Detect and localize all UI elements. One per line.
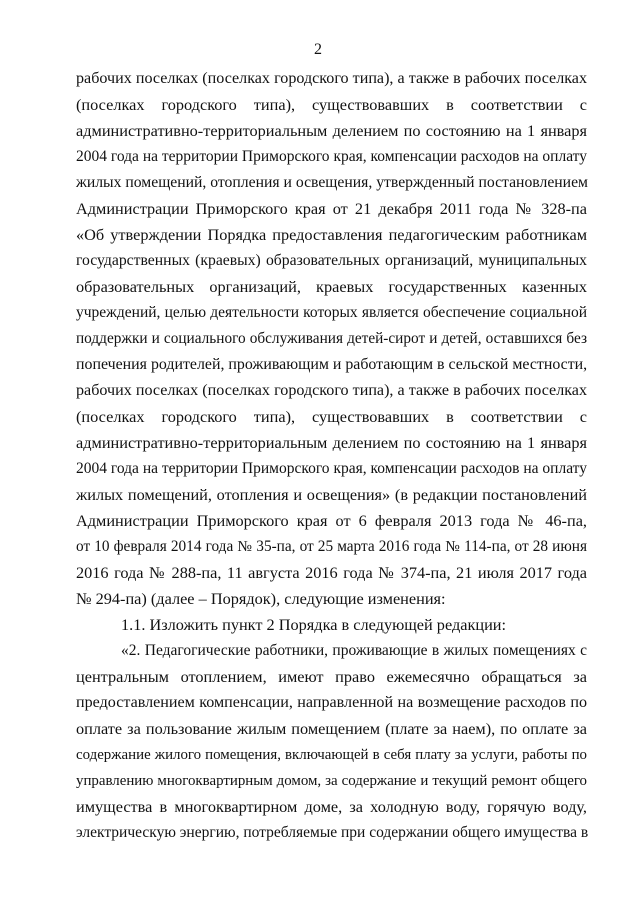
text-line: управлению многоквартирным домом, за содержание и текущий ремонт общего xyxy=(76,773,587,789)
text-line: (поселках городского типа), существовавших в соответствии с xyxy=(76,407,587,426)
text-line: содержание жилого помещения, включающей в себя плату за услуги, работы по xyxy=(76,747,587,763)
text-line: учреждений, целью деятельности которых является обеспечение социальной xyxy=(76,304,587,321)
text-line: Администрации Приморского края от 6 февраля 2013 года № 46-па, xyxy=(76,511,587,530)
text-line: жилых помещений, отопления и освещения» (в редакции постановлений xyxy=(76,485,587,504)
text-line: государственных (краевых) образовательных организаций, муниципальных xyxy=(76,252,587,269)
text-line: центральным отоплением, имеют право ежемесячно обращаться за xyxy=(76,667,587,686)
text-line: Администрации Приморского края от 21 декабря 2011 года № 328-па xyxy=(76,199,587,218)
text-line: имущества в многоквартирном доме, за холодную воду, горячую воду, xyxy=(76,797,587,816)
text-line: «2. Педагогические работники, проживающие в жилых помещениях с xyxy=(121,642,587,659)
text-line: (поселках городского типа), существовавших в соответствии с xyxy=(76,95,587,114)
page-number: 2 xyxy=(314,41,322,58)
text-line: 2004 года на территории Приморского края, компенсации расходов на оплату xyxy=(76,460,587,477)
document-body xyxy=(76,66,587,846)
text-line: административно-территориальным делением по состоянию на 1 января xyxy=(76,433,587,452)
text-line: № 294-па) (далее – Порядок), следующие изменения: xyxy=(76,589,446,608)
text-line: рабочих поселках (поселках городского типа), а также в рабочих поселках xyxy=(76,70,587,87)
text-line: поддержки и социального обслуживания детей-сирот и детей, оставшихся без xyxy=(76,330,587,347)
text-line: «Об утверждении Порядка предоставления педагогическим работникам xyxy=(76,225,587,244)
text-line: 2016 года № 288-па, 11 августа 2016 года № 374-па, 21 июля 2017 года xyxy=(76,563,587,582)
text-line: оплате за пользование жилым помещением (плате за наем), по оплате за xyxy=(76,719,587,738)
text-line: административно-территориальным делением по состоянию на 1 января xyxy=(76,121,587,140)
text-line: от 10 февраля 2014 года № 35-па, от 25 марта 2016 года № 114-па, от 28 июня xyxy=(76,538,587,555)
text-line: предоставлением компенсации, направленной на возмещение расходов по xyxy=(76,694,587,711)
text-line: попечения родителей, проживающим и работающим в сельской местности, xyxy=(76,356,588,373)
text-line: образовательных организаций, краевых государственных казенных xyxy=(76,277,587,296)
text-line: рабочих поселках (поселках городского типа), а также в рабочих поселках xyxy=(76,382,587,399)
text-line: 2004 года на территории Приморского края, компенсации расходов на оплату xyxy=(76,148,587,165)
text-line: 1.1. Изложить пункт 2 Порядка в следующей редакции: xyxy=(121,615,507,634)
text-line: жилых помещений, отопления и освещения, утвержденный постановлением xyxy=(76,174,588,191)
text-line: электрическую энергию, потребляемые при содержании общего имущества в xyxy=(76,824,589,841)
